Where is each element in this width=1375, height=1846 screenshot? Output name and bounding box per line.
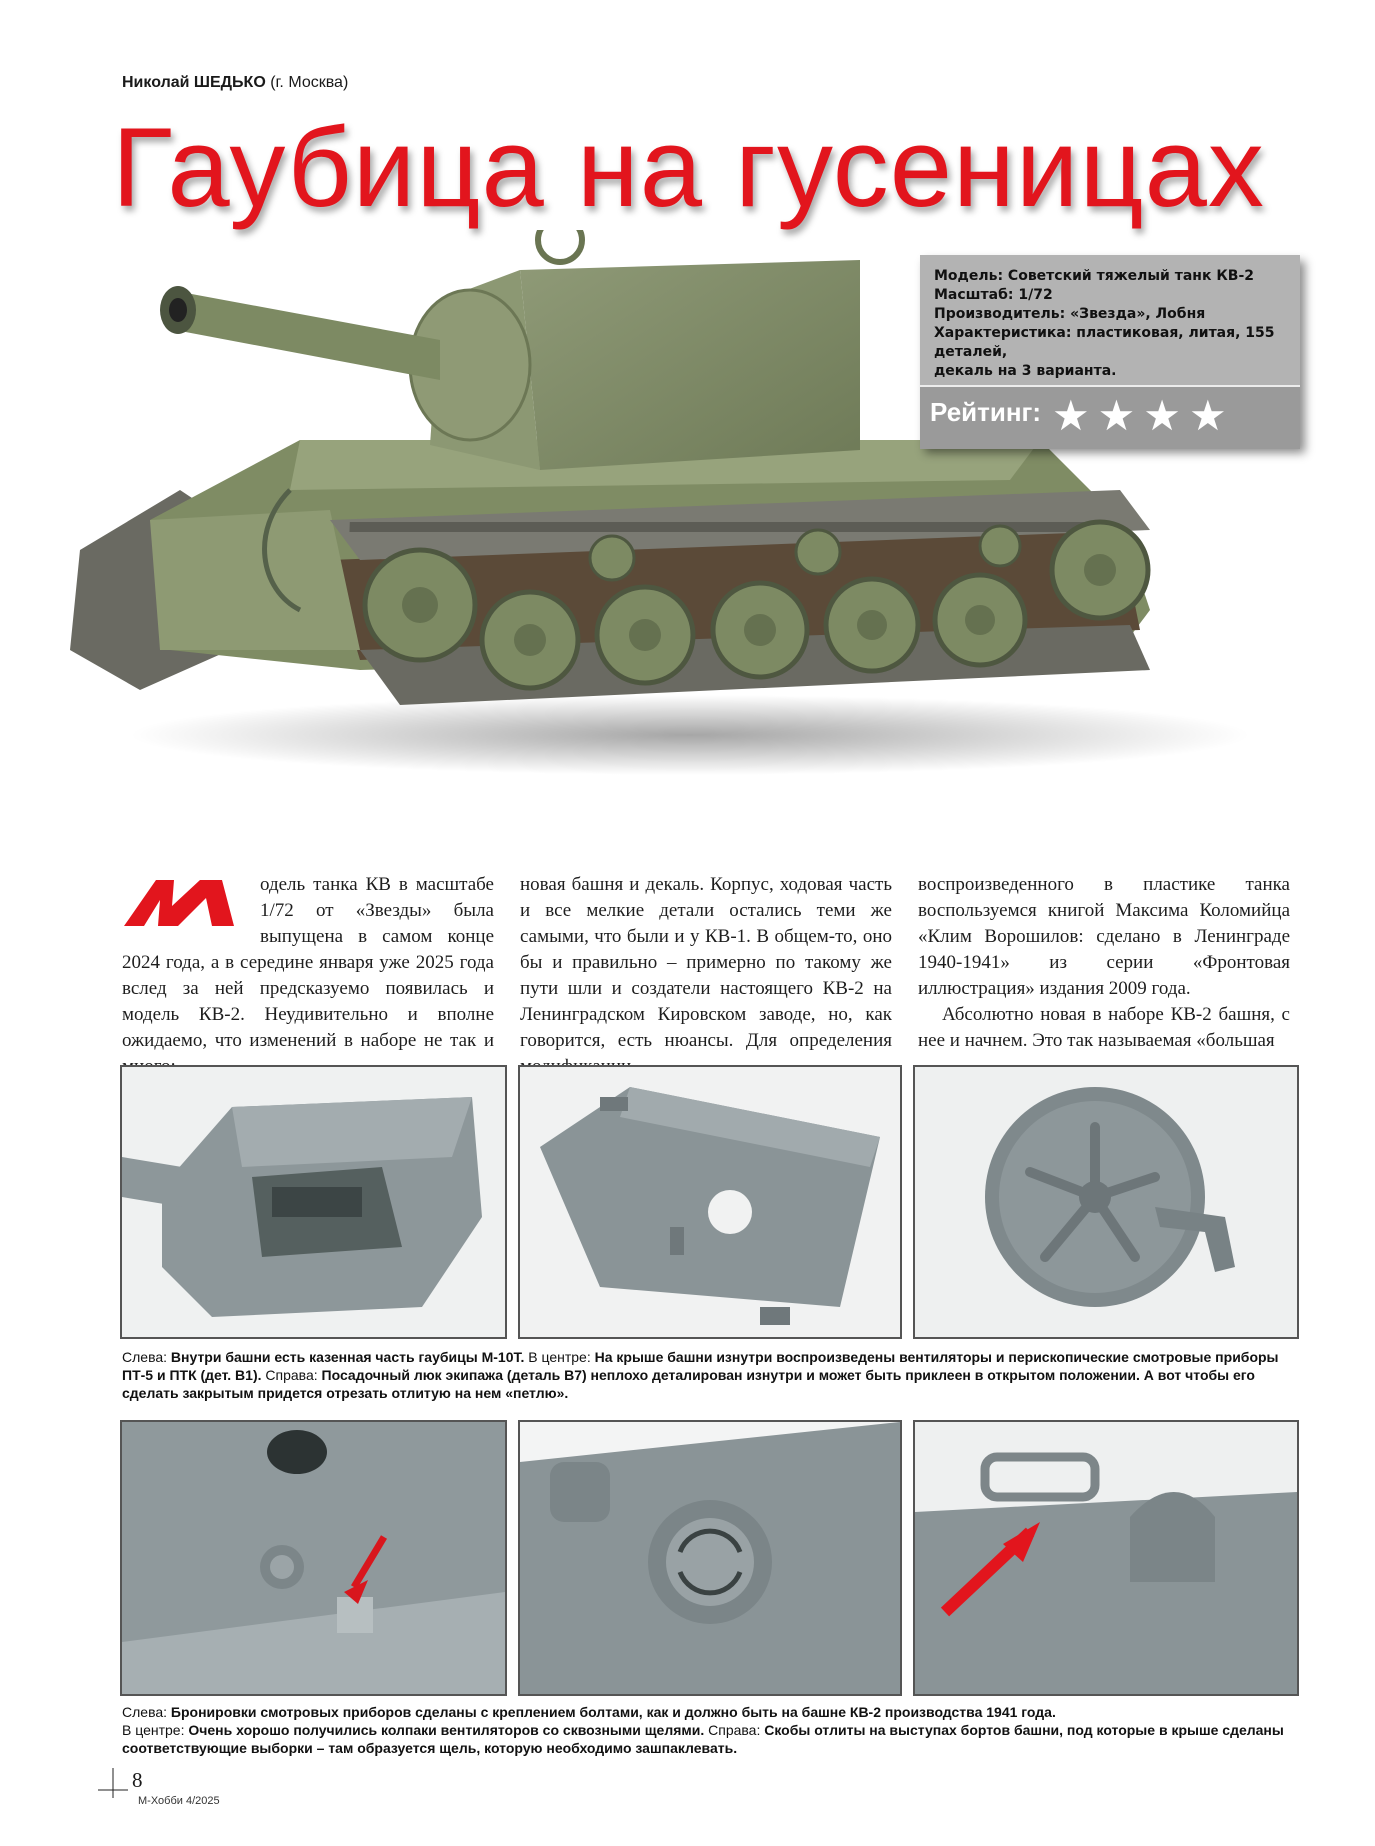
spec-model: Модель: Советский тяжелый танк КВ-2 [934, 268, 1254, 284]
spec-scale: Масштаб: 1/72 [934, 287, 1053, 303]
photo-vent-cap [518, 1420, 902, 1696]
crop-mark-icon [98, 1768, 128, 1798]
caption1-center-label: В центре: [524, 1349, 595, 1365]
caption1-right-text: Посадочный люк экипажа (деталь В7) неплохо деталирован изнутри и может быть приклеен в открытом положении. А вот чтобы его сделать закрытым придется отрезать отлитую на нем «петлю». [122, 1367, 1255, 1401]
caption-row-1 [122, 1348, 1302, 1402]
spec-maker: Производитель: «Звезда», Лобня [934, 306, 1206, 322]
spec-characteristics: Характеристика: пластиковая, литая, 155 деталей, [934, 325, 1275, 360]
page-title: Гаубица на гусеницах [112, 105, 1265, 230]
caption2-left-text: Бронировки смотровых приборов сделаны с креплением болтами, как и должно быть на башне КВ-2 производства 1941 года. [170, 1704, 1056, 1720]
caption1-left-label: Слева: [122, 1349, 171, 1365]
photo-vision-armor [120, 1420, 507, 1696]
body-col3-para2: Абсолютно новая в наборе КВ-2 башня, с нее и начнем. Это так называемая «большая [918, 1004, 1290, 1051]
text-column-2 [520, 872, 892, 1080]
photo-turret-roof [518, 1065, 902, 1339]
rating-bar [920, 385, 1300, 449]
caption2-right-label: Справа: [704, 1722, 765, 1738]
photo-turret-interior [120, 1065, 507, 1339]
caption2-center-label: В центре: [122, 1722, 189, 1738]
caption1-right-label: Справа: [261, 1367, 322, 1383]
spec-box [920, 255, 1300, 447]
text-column-3 [918, 872, 1290, 1054]
rating-label: Рейтинг: [930, 397, 1042, 427]
magazine-issue: М-Хобби 4/2025 [138, 1795, 220, 1807]
caption2-left-label: Слева: [122, 1704, 171, 1720]
dropcap-m-icon [122, 876, 250, 928]
author-city: (г. Москва) [270, 74, 349, 91]
photo-turret-brackets [913, 1420, 1299, 1696]
text-column-1 [122, 872, 494, 1080]
body-col2-text: новая башня и декаль. Корпус, ходовая часть и все мелкие детали остались теми же самыми, что были и у КВ-1. В общем-то, оно бы и правильно – примерно по такому же пути шли и создатели настоящего КВ-2 на Ленинградском Кировском заводе, но, как говорится, есть нюансы. Для определения [520, 874, 892, 1051]
body-col1-text: одель танка КВ в масштабе 1/72 от «Звезды» была выпущена в самом конце 2024 года, а в середине января уже 2025 года вслед за ней предсказуемо появилась и модель КВ-2. Неудивительно и вполне ожидаемо, что изменений в наборе не так и [122, 874, 494, 1051]
spec-decal: декаль на 3 варианта. [934, 363, 1117, 379]
page-number: 8 [132, 1768, 143, 1792]
caption2-center-text: Очень хорошо получились колпаки вентиляторов со сквозными щелями. [188, 1722, 705, 1738]
caption1-center-text: На крыше башни изнутри воспроизведены вентиляторы и перископические смотровые приборы ПТ-5 и ПТК (дет. В1). [122, 1349, 1279, 1383]
caption1-left-text: Внутри башни есть казенная часть гаубицы М-10Т. [170, 1349, 525, 1365]
caption-row-2 [122, 1703, 1302, 1757]
body-col3-para1: воспроизведенного в пластике танка воспользуемся книгой Максима Коломийца «Клим Ворошилов: сделано в Ленинграде 1940-1941» из серии «Фронтовая иллюстрация» издания 2009 года. [918, 874, 1290, 999]
author-line [122, 74, 348, 92]
caption2-right-text: Скобы отлиты на выступах бортов башни, под которые в крыше сделаны соответствующие выборки – там образуется щель, которую необходимо зашпаклевать. [122, 1722, 1284, 1756]
rating-stars-icon: ★★★★ [1052, 392, 1235, 439]
author-name: Николай ШЕДЬКО [122, 74, 266, 91]
photo-crew-hatch [913, 1065, 1299, 1339]
